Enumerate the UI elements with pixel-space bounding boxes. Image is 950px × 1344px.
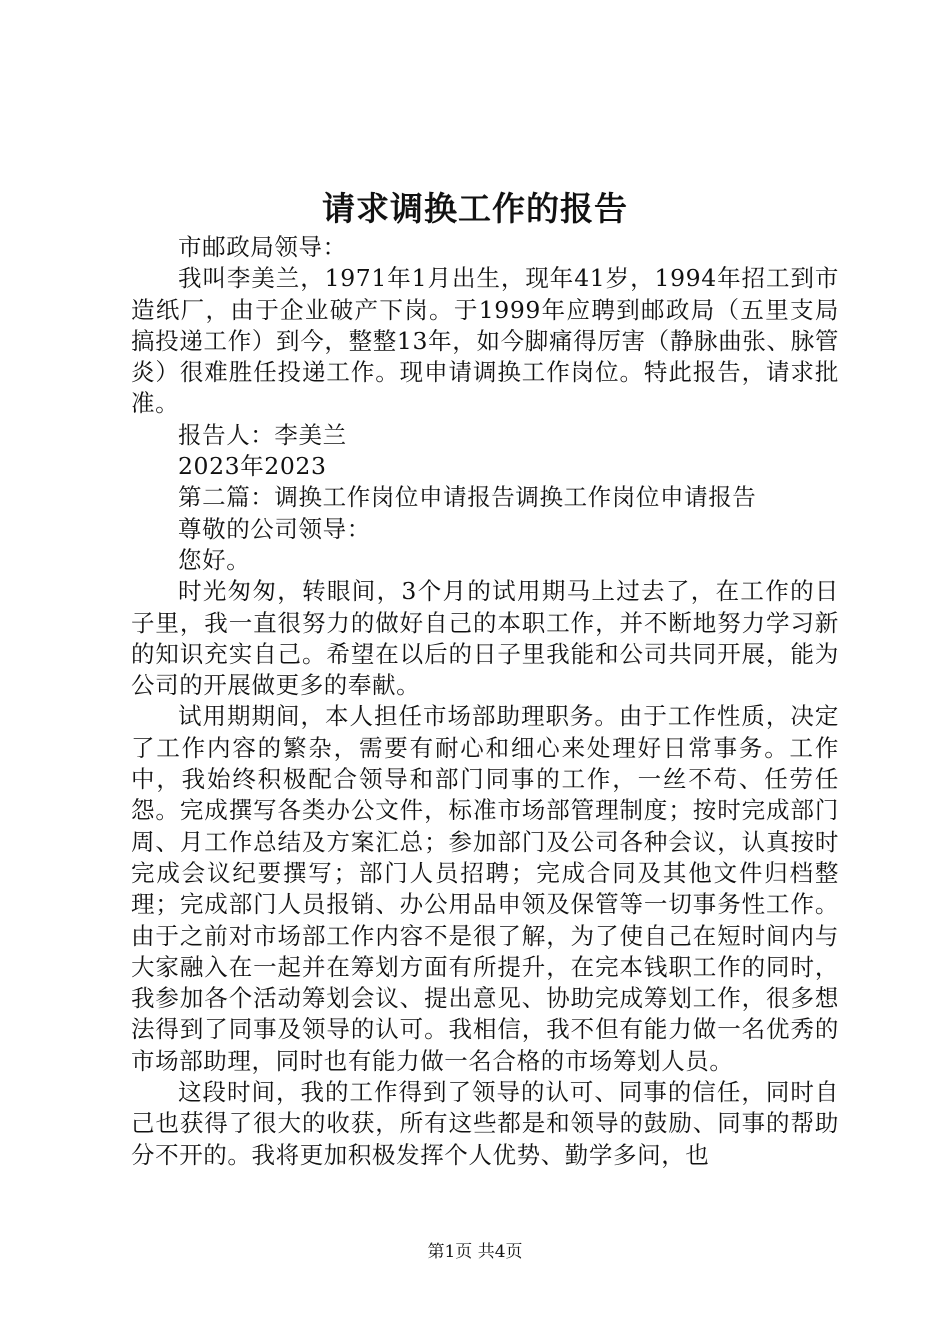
salutation: 市邮政局领导： <box>178 233 347 261</box>
page-number-footer: 第1页 共4页 <box>427 1242 523 1262</box>
document-title: 请求调换工作的报告 <box>322 189 628 228</box>
section-heading-second: 第二篇：调换工作岗位申请报告调换工作岗位申请报告 <box>178 483 757 512</box>
paragraph-probation: 试用期期间，本人担任市场部助理职务。由于工作性质，决定了工作内容的繁杂，需要有耐心和细心来处理好日常事务。工作中，我始终积极配合领导和部门同事的工作，一丝不苟、任劳任怨。完成撰写各类办公文件，标准市场部管理制度；按时完成部门周、月工作总结及方案汇总；参加部门及公司各种会议，认真按时完成会议纪要撰写；部门人员招聘；完成合同及其他文件归档整理；完成部门人员报销、办公用品申领及保管等一切事务性工作。由于之前对市场部工作内容不是很了解，为了使自己在短时间内与大家融入在一起并在筹划方面有所提升，在完本钱职工作的同时，我参加各个活动筹划会议、提出意见、协助完成筹划工作，很多想法得到了同事及领导的认可。我相信，我不但有能力做一名优秀的市场部助理，同时也有能力做一名合格的市场筹划人员。 <box>131 702 839 1075</box>
paragraph-intro: 时光匆匆，转眼间，3个月的试用期马上过去了，在工作的日子里，我一直很努力的做好自己的本职工作，并不断地努力学习新的知识充实自己。希望在以后的日子里我能和公司共同开展，能为公司的开展做更多的奉献。 <box>131 577 839 700</box>
paragraph-request: 我叫李美兰，1971年1月出生，现年41岁，1994年招工到市造纸厂，由于企业破产下岗。于1999年应聘到邮政局（五里支局搞投递工作）到今，整整13年，如今脚痛得厉害（静脉曲张、脉管炎）很难胜任投递工作。现申请调换工作岗位。特此报告，请求批准。 <box>131 264 839 418</box>
paragraph-gains: 这段时间，我的工作得到了领导的认可、同事的信任，同时自己也获得了很大的收获，所有这些都是和领导的鼓励、同事的帮助分不开的。我将更加积极发挥个人优势、勤学多问，也 <box>131 1078 839 1169</box>
report-date: 2023年2023 <box>178 452 327 481</box>
greeting: 您好。 <box>178 545 251 574</box>
salutation-second: 尊敬的公司领导： <box>178 514 371 543</box>
document-body <box>131 232 839 1171</box>
reporter-signature: 报告人：李美兰 <box>178 420 347 449</box>
